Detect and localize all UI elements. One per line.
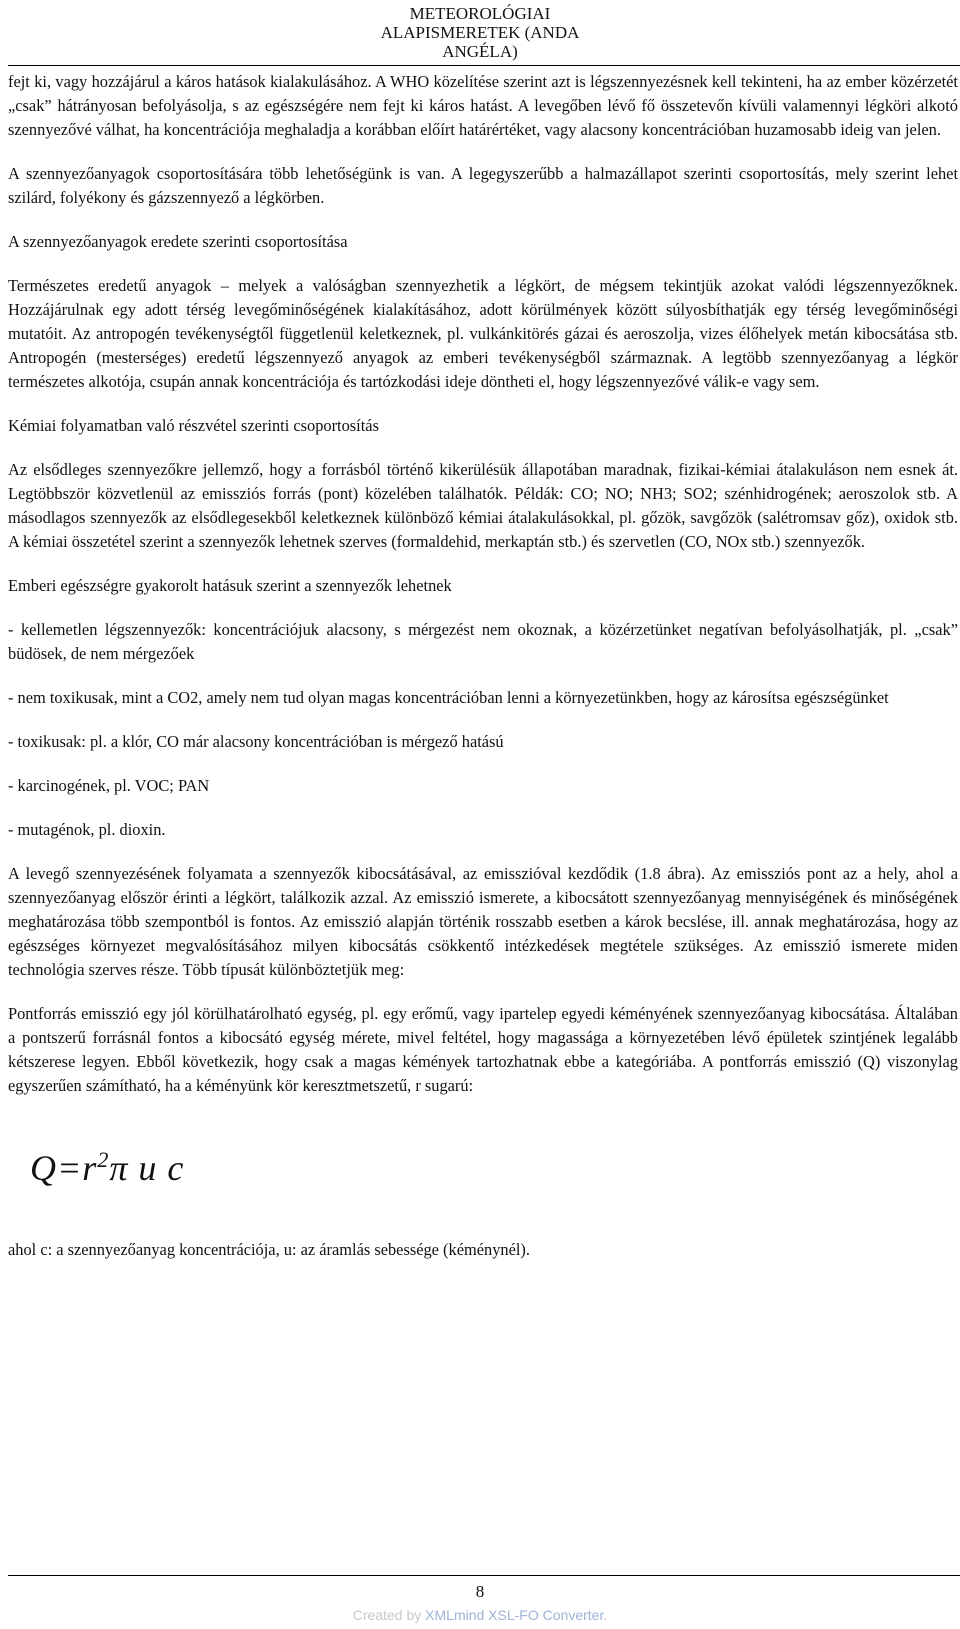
section-heading: Emberi egészségre gyakorolt hatásuk szerint a szennyezők lehetnek xyxy=(8,576,452,595)
header-title-line-3: ANGÉLA) xyxy=(442,42,518,61)
generator-suffix: . xyxy=(603,1607,608,1623)
list-item: - mutagénok, pl. dioxin. xyxy=(8,820,166,839)
formula-note: ahol c: a szennyezőanyag koncentrációja, u: az áramlás sebessége (kéménynél). xyxy=(8,1240,530,1259)
page-header xyxy=(0,4,960,61)
formula-rhs: π u c xyxy=(109,1148,185,1188)
list-item: - toxikusak: pl. a klór, CO már alacsony koncentrációban is mérgező hatású xyxy=(8,732,504,751)
formula-exponent: 2 xyxy=(97,1147,110,1172)
section-heading: A szennyezőanyagok eredete szerinti csoportosítása xyxy=(8,232,348,251)
generator-watermark xyxy=(0,1606,960,1624)
paragraph: Az elsődleges szennyezőkre jellemző, hogy a forrásból történő kikerülésük állapotában maradnak, fizikai-kémiai átalakuláson nem esnek át. Legtöbbször közvetlenül az emissziós forrás (pont) közelében találhatók. Példák: CO; NO; NH3; SO2; szénhidrogének; aeroszolok stb. A másodlagos szennyezők az elsődlegesekből keletkeznek különböző kémiai átalakulásokkal, pl. gőzök, savgőzök (salétromsav gőz), oxidok stb. A kémiai összetétel szerint a szennyezők lehetnek szerves (formaldehid, merkaptán stb.) és szervetlen (CO, NOx stb.) szennyezők. xyxy=(8,460,958,551)
header-title-line-1: METEOROLÓGIAI xyxy=(409,4,551,23)
page-number: 8 xyxy=(475,1582,485,1601)
paragraph: A levegő szennyezésének folyamata a szennyezők kibocsátásával, az emisszióval kezdődik (1.8 ábra). Az emissziós pont az a hely, ahol a szennyezőanyag először érinti a légkört, találkozik azzal. Az emisszió ismerete, a kibocsátott szennyezőanyag mennyiségének és minőségének meghatározása több szempontból is fontos. Az emisszió alapján történik rosszabb esetben a károk becslése, ill. annak meghatározása, hogy az egészséges környezet megvalósításához milyen kibocsátás csökkentő intézkedések megtétele szükséges. Az emisszió ismerete miden technológia szerves része. Több típusát különböztetjük meg: xyxy=(8,864,958,979)
list-item: - nem toxikusak, mint a CO2, amely nem tud olyan magas koncentrációban lenni a környezetünkben, hogy az károsítsa egészségünket xyxy=(8,688,889,707)
list-item: - karcinogének, pl. VOC; PAN xyxy=(8,776,210,795)
header-title-line-2: ALAPISMERETEK (ANDA xyxy=(380,23,580,42)
formula-lhs: Q=r xyxy=(30,1148,98,1188)
list-item: - kellemetlen légszennyezők: koncentrációjuk alacsony, s mérgezést nem okoznak, a közérzetünket negatívan befolyásolhatják, pl. „csak” büdösek, de nem mérgezőek xyxy=(8,620,958,663)
emission-formula xyxy=(30,1146,958,1190)
section-heading: Kémiai folyamatban való részvétel szerinti csoportosítás xyxy=(8,416,379,435)
generator-name: XMLmind XSL-FO Converter xyxy=(425,1607,604,1623)
paragraph: Természetes eredetű anyagok – melyek a valóságban szennyezhetik a légkört, de mégsem tekintjük azokat valódi légszennyezőknek. Hozzájárulnak egy adott térség levegőminőségének kialakításához, adott körülmények között súlyosbíthatják egy térség levegőminőségi mutatóit. Az antropogén tevékenységtől függetlenül keletkeznek, pl. vulkánkitörés gázai és aeroszolja, vizes élőhelyek metán kibocsátása stb. Antropogén (mesterséges) eredetű légszennyező anyagok az emberi tevékenységből származnak. A legtöbb szennyezőanyag a légkör természetes alkotója, csupán annak koncentrációja és tartózkodási ideje döntheti el, hogy légszennyezővé válik-e vagy sem. xyxy=(8,276,958,391)
paragraph: A szennyezőanyagok csoportosítására több lehetőségünk is van. A legegyszerűbb a halmazállapot szerinti csoportosítás, mely szerint lehet szilárd, folyékony és gázszennyező a légkörben. xyxy=(8,164,958,207)
paragraph: fejt ki, vagy hozzájárul a káros hatások kialakulásához. A WHO közelítése szerint azt is légszennyezésnek kell tekinteni, ha az ember közérzetét „csak” hátrányosan befolyásolja, s az egészségére nem fejt ki káros hatást. A levegőben lévő fő összetevőn kívüli valamennyi légköri alkotó szennyezővé válhat, ha koncentrációja meghaladja a korábban előírt határértéket, vagy alacsony koncentrációban huzamosabb ideig van jelen. xyxy=(8,72,958,139)
header-divider xyxy=(8,65,960,66)
page-body xyxy=(8,70,958,1282)
paragraph: Pontforrás emisszió egy jól körülhatárolható egység, pl. egy erőmű, vagy ipartelep egyedi kéményének szennyezőanyag kibocsátása. Általában a pontszerű forrásnál fontos a kibocsátó egység mérete, mivel feltétel, hogy magassága a környezetében lévő épületek szintjének legalább kétszerese legyen. Ebből következik, hogy csak a magas kémények tartozhatnak ebbe a kategóriába. A pontforrás emisszió (Q) viszonylag egyszerűen számítható, ha a kéményünk kör keresztmetszetű, r sugarú: xyxy=(8,1004,958,1095)
footer-divider xyxy=(8,1575,960,1576)
generator-prefix: Created by xyxy=(352,1607,426,1623)
